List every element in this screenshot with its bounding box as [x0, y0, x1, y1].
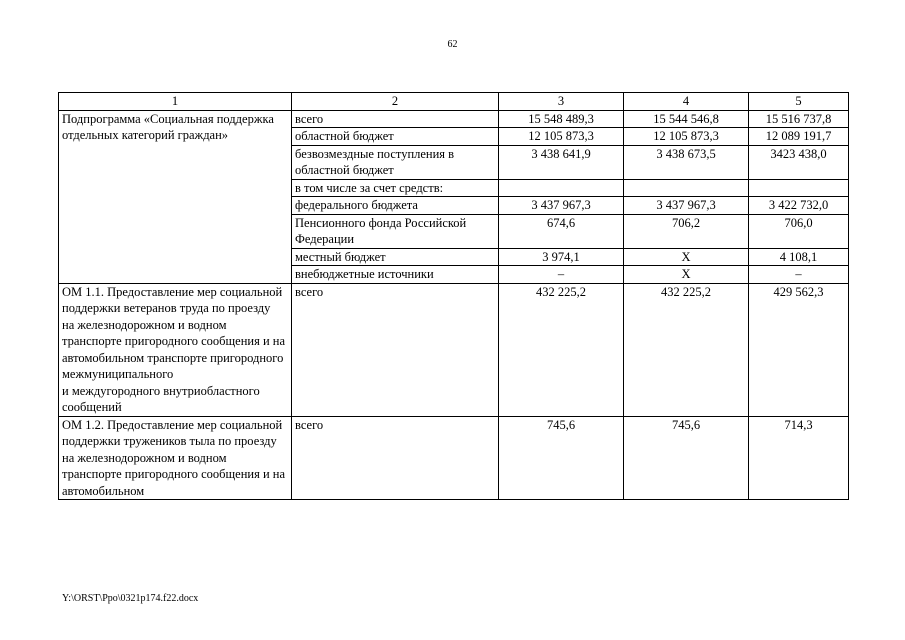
- value-cell: 3423 438,0: [749, 145, 849, 179]
- funding-source-cell: внебюджетные источники: [292, 266, 499, 284]
- table-row: [59, 416, 849, 500]
- funding-source-cell: безвозмездные поступления в областной бюджет: [292, 145, 499, 179]
- column-header: 5: [749, 93, 849, 111]
- value-cell: 432 225,2: [499, 283, 624, 416]
- value-cell: 745,6: [499, 416, 624, 500]
- column-header: 3: [499, 93, 624, 111]
- budget-table: [58, 92, 849, 500]
- value-cell: 674,6: [499, 214, 624, 248]
- table-row: [59, 110, 849, 128]
- funding-source-cell: областной бюджет: [292, 128, 499, 146]
- value-cell: 12 089 191,7: [749, 128, 849, 146]
- value-cell: 15 516 737,8: [749, 110, 849, 128]
- funding-source-cell: федерального бюджета: [292, 197, 499, 215]
- column-header: 2: [292, 93, 499, 111]
- value-cell: 706,0: [749, 214, 849, 248]
- value-cell: 3 437 967,3: [624, 197, 749, 215]
- program-name-cell: Подпрограмма «Социальная поддержка отдельных категорий граждан»: [59, 110, 292, 283]
- page-number: 62: [447, 39, 458, 50]
- measure-name-cell: ОМ 1.2. Предоставление мер социальной поддержки тружеников тыла по проезду на железнодорожном и водном транспорте пригородного сообщения и на автомобильном: [59, 416, 292, 500]
- table-header-row: [59, 93, 849, 111]
- value-cell: [749, 179, 849, 197]
- footer-file-path: Y:\ORST\Ppo\0321p174.f22.docx: [62, 593, 199, 604]
- value-cell: 12 105 873,3: [499, 128, 624, 146]
- value-cell: 4 108,1: [749, 248, 849, 266]
- value-cell: 3 438 673,5: [624, 145, 749, 179]
- value-cell: X: [624, 248, 749, 266]
- value-cell: 429 562,3: [749, 283, 849, 416]
- value-cell: 3 422 732,0: [749, 197, 849, 215]
- value-cell: 15 548 489,3: [499, 110, 624, 128]
- value-cell: 12 105 873,3: [624, 128, 749, 146]
- funding-source-cell: в том числе за счет средств:: [292, 179, 499, 197]
- value-cell: –: [749, 266, 849, 284]
- funding-source-cell: всего: [292, 416, 499, 500]
- funding-source-cell: всего: [292, 283, 499, 416]
- value-cell: 15 544 546,8: [624, 110, 749, 128]
- value-cell: 432 225,2: [624, 283, 749, 416]
- value-cell: X: [624, 266, 749, 284]
- value-cell: 714,3: [749, 416, 849, 500]
- value-cell: 3 974,1: [499, 248, 624, 266]
- value-cell: 706,2: [624, 214, 749, 248]
- value-cell: [499, 179, 624, 197]
- column-header: 1: [59, 93, 292, 111]
- table-row: [59, 283, 849, 416]
- funding-source-cell: всего: [292, 110, 499, 128]
- column-header: 4: [624, 93, 749, 111]
- measure-name-cell: ОМ 1.1. Предоставление мер социальной поддержки ветеранов труда по проезду на железнодорожном и водном транспорте пригородного сообщения и на автомобильном транспорте пригородного межмуниципального и междугородного внутриобластного сообщений: [59, 283, 292, 416]
- value-cell: –: [499, 266, 624, 284]
- funding-source-cell: Пенсионного фонда Российской Федерации: [292, 214, 499, 248]
- funding-source-cell: местный бюджет: [292, 248, 499, 266]
- value-cell: 3 438 641,9: [499, 145, 624, 179]
- value-cell: 3 437 967,3: [499, 197, 624, 215]
- value-cell: [624, 179, 749, 197]
- value-cell: 745,6: [624, 416, 749, 500]
